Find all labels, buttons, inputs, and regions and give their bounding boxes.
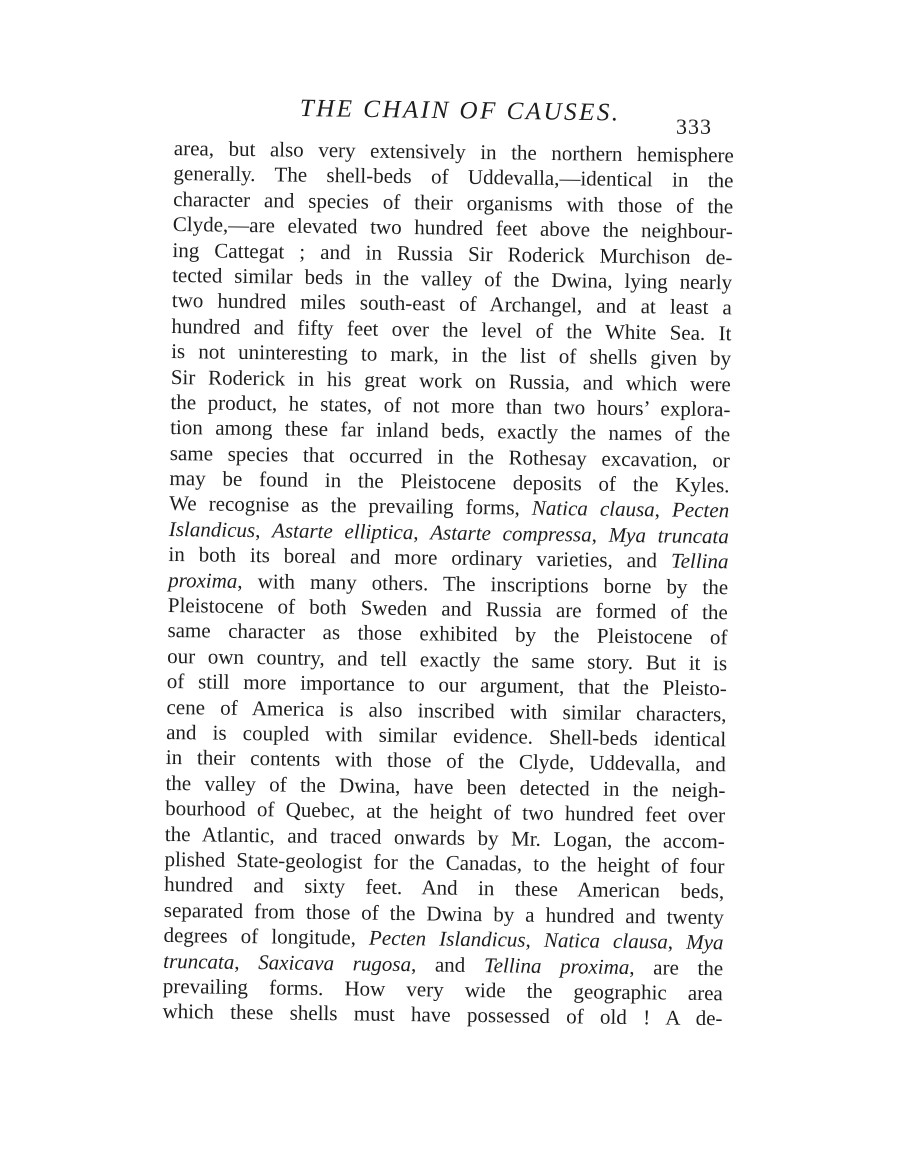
italic-species-name: Tellina proxima <box>483 952 630 979</box>
italic-species-name: truncata <box>163 948 235 974</box>
text-run: hundred and sixty feet. And in these American beds, <box>164 872 725 904</box>
text-run: , with many others. The inscriptions borne by the <box>237 568 729 599</box>
italic-species-name: Pecten Islandicus <box>368 925 526 952</box>
text-run: , <box>234 949 259 974</box>
text-run: two hundred miles south-east of Archangel, and at least a <box>171 288 732 320</box>
text-run: the valley of the Dwina, have been detected in the neigh- <box>165 770 726 803</box>
text-run: prevailing forms. How very wide the geographic area <box>162 973 723 1006</box>
italic-species-name: Mya <box>686 929 724 955</box>
body-paragraph <box>162 136 734 1032</box>
italic-species-name: Astarte elliptica <box>271 518 414 545</box>
italic-species-name: Saxicava rugosa <box>258 949 412 976</box>
text-run: tion among these far inland beds, exactly the names of the <box>170 415 731 447</box>
text-run: may be found in the Pleistocene deposits of the Kyles. <box>169 466 730 498</box>
text-run: separated from those of the Dwina by a hundred and twenty <box>163 897 724 929</box>
text-run: , and <box>410 951 485 977</box>
page-number: 333 <box>676 114 712 139</box>
italic-species-name: proxima <box>168 567 238 593</box>
text-run: bourhood of Quebec, at the height of two hundred feet over <box>165 796 726 828</box>
text-run: of still more importance to our argument, that the Pleisto- <box>166 669 727 701</box>
italic-species-name: Tellina <box>670 548 729 574</box>
text-run: tected similar beds in the valley of the Dwina, lying nearly <box>172 262 733 295</box>
text-run: same character as those exhibited by the Pleistocene of <box>167 618 728 650</box>
text-run: Clyde,—are elevated two hundred feet above the neighbour- <box>172 212 733 244</box>
italic-species-name: Astarte compressa <box>430 520 592 547</box>
italic-species-name: Natica clausa <box>531 496 655 522</box>
italic-species-name: Mya truncata <box>608 522 729 549</box>
text-run: , are the <box>629 954 724 980</box>
text-run: , <box>413 520 431 545</box>
text-run: plished State-geologist for the Canadas, to the height of four <box>164 846 725 879</box>
text-run: and is coupled with similar evidence. Shell-beds identical <box>166 719 727 752</box>
text-run: , <box>591 522 609 547</box>
text-run: is not uninteresting to mark, in the list of shells given by <box>171 339 732 371</box>
text-run: the Atlantic, and traced onwards by Mr. Logan, the accom- <box>164 821 725 853</box>
text-run: the product, he states, of not more than two hours’ explora- <box>170 389 731 422</box>
italic-species-name: Natica clausa <box>543 928 669 954</box>
text-run: cene of America is also inscribed with similar characters, <box>166 694 727 726</box>
text-run: our own country, and tell exactly the same story. But it is <box>167 643 728 676</box>
text-run: character and species of their organisms with those of the <box>173 186 734 219</box>
text-run: Pleistocene of both Sweden and Russia are formed of the <box>167 592 728 625</box>
text-run: We recognise as the prevailing forms, <box>169 491 533 521</box>
text-run: ing Cattegat ; and in Russia Sir Roderick Murchison de- <box>172 237 733 269</box>
running-title: THE CHAIN OF CAUSES. <box>299 95 621 127</box>
text-run: same species that occurred in the Rothesay excavation, or <box>169 440 730 472</box>
text-run: in their contents with those of the Clyde, Uddevalla, and <box>165 745 726 777</box>
text-run: which these shells must have possessed of old ! A de- <box>162 999 723 1031</box>
text-run: degrees of longitude, <box>163 923 370 950</box>
text-run: Sir Roderick in his great work on Russia, and which were <box>170 364 731 396</box>
italic-species-name: Islandicus <box>168 516 256 542</box>
text-run: , <box>667 929 687 954</box>
italic-species-name: Pecten <box>671 498 730 523</box>
text-run: , <box>255 517 273 543</box>
text-run: area, but also very extensively in the northern hemisphere <box>173 136 734 168</box>
text-run: hundred and fifty feet over the level of the White Sea. It <box>171 313 732 346</box>
text-run: , <box>654 497 673 523</box>
text-run: , <box>525 927 545 953</box>
text-run: generally. The shell-beds of Uddevalla,—identical in the <box>173 161 734 193</box>
text-run: in both its boreal and more ordinary varieties, and <box>168 542 672 573</box>
